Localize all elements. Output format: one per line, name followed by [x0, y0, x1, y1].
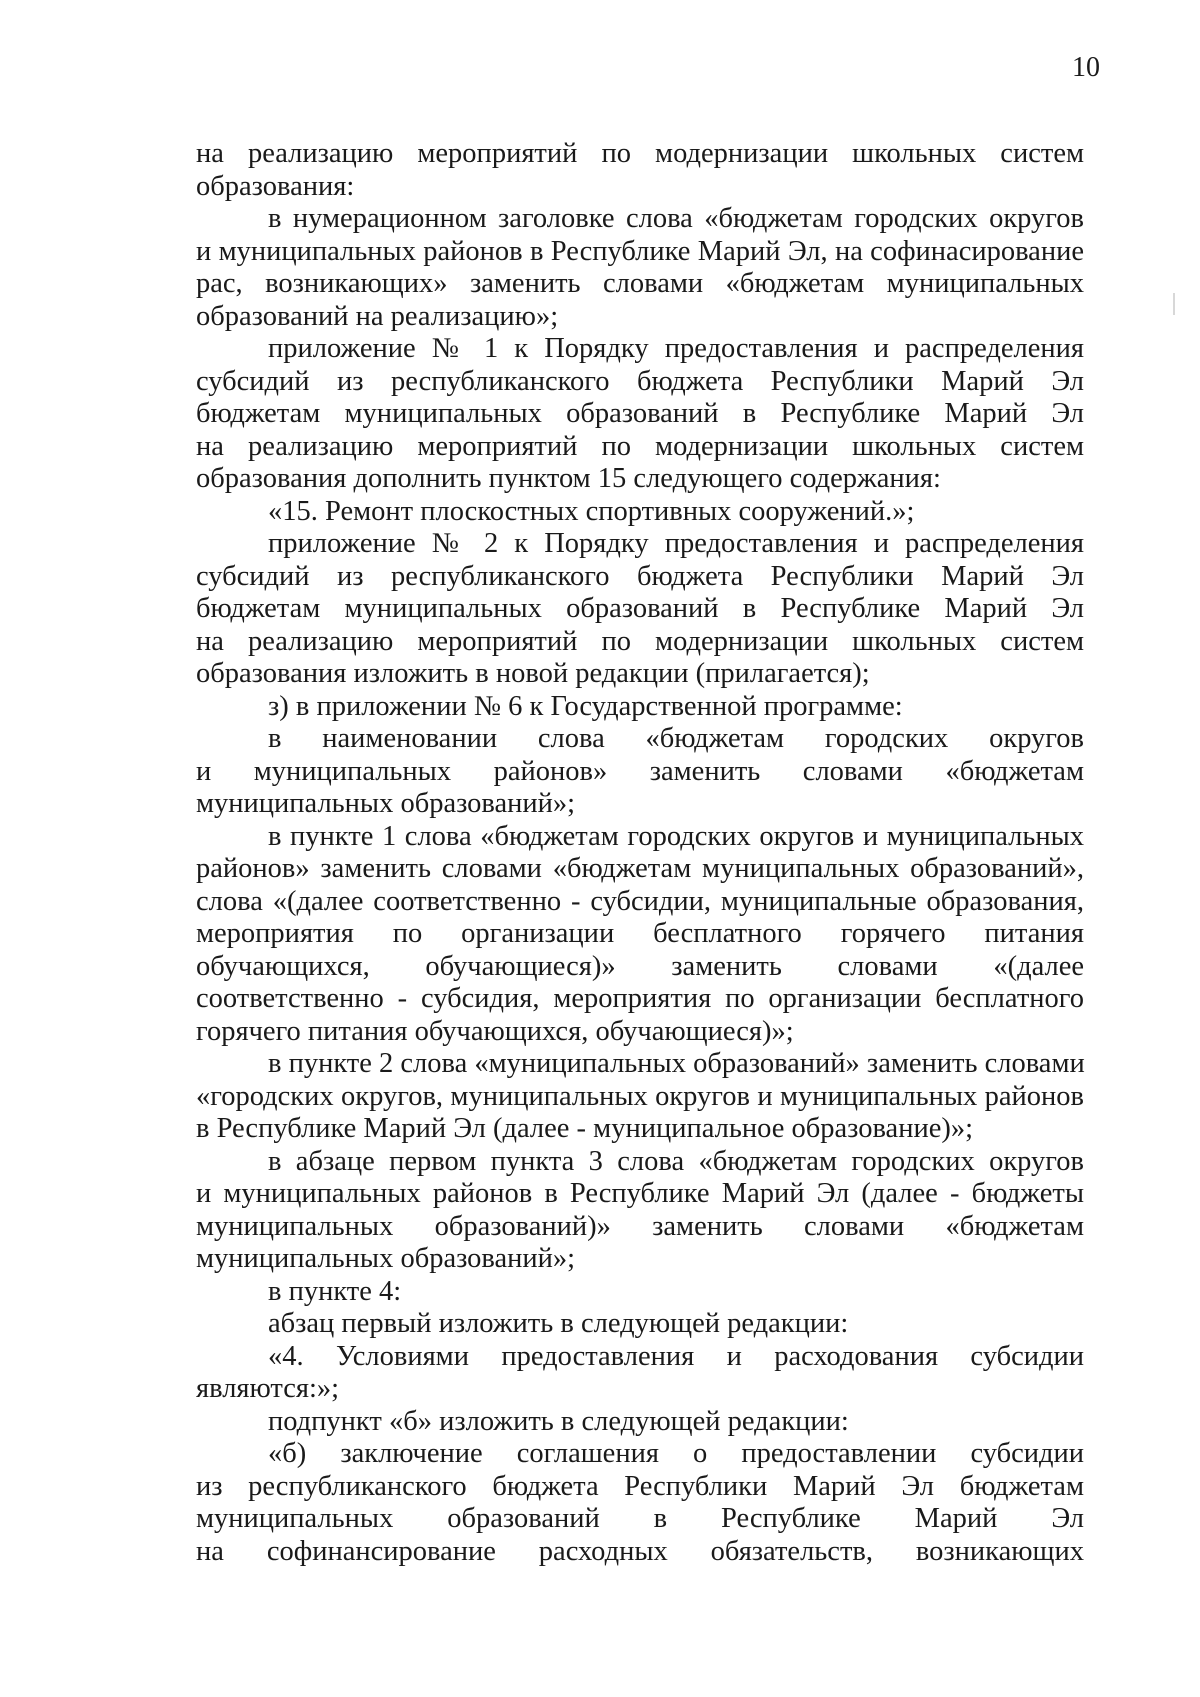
text-line: в пункте 2 слова «муниципальных образований» заменить словами [268, 1048, 1085, 1079]
text-line: бюджетам муниципальных образований в Республике Марий Эл [196, 593, 1084, 624]
text-line: образования: [196, 170, 355, 202]
text-line: «городских округов, муниципальных округов и муниципальных районов [196, 1080, 1084, 1112]
scan-mark [1173, 293, 1175, 315]
text-line: образования дополнить пунктом 15 следующего содержания: [196, 463, 941, 494]
text-line: приложение № 2 к Порядку предоставления и распределения [268, 528, 1084, 559]
text-line: соответственно - субсидия, мероприятия по организации бесплатного [196, 983, 1084, 1014]
text-line: являются:»; [196, 1373, 340, 1404]
text-line: из республиканского бюджета Республики Марий Эл бюджетам [196, 1470, 1084, 1502]
text-line: муниципальных образований)» заменить словами «бюджетам [196, 1210, 1084, 1242]
text-line: на реализацию мероприятий по модернизации школьных систем [196, 430, 1084, 462]
text-line: образования изложить в новой редакции (прилагается); [196, 658, 870, 689]
text-line: мероприятия по организации бесплатного горячего питания [196, 918, 1084, 949]
text-line: «15. Ремонт плоскостных спортивных сооружений.»; [268, 495, 915, 527]
text-line: в нумерационном заголовке слова «бюджетам городских округов [268, 203, 1084, 234]
text-line: и муниципальных районов в Республике Марий Эл (далее - бюджеты [196, 1178, 1084, 1209]
text-line: в наименовании слова «бюджетам городских округов [268, 723, 1084, 754]
text-line: в пункте 1 слова «бюджетам городских округов и муниципальных [268, 820, 1084, 852]
text-line: рас, возникающих» заменить словами «бюджетам муниципальных [196, 268, 1084, 299]
text-line: в Республике Марий Эл (далее - муниципальное образование)»; [196, 1113, 974, 1144]
text-line: слова «(далее соответственно - субсидии, муниципальные образования, [196, 885, 1084, 917]
text-line: муниципальных образований»; [196, 1243, 576, 1274]
text-line: на реализацию мероприятий по модернизации школьных систем [196, 138, 1084, 169]
text-line: «б) заключение соглашения о предоставлении субсидии [268, 1438, 1084, 1469]
text-line: приложение № 1 к Порядку предоставления и распределения [268, 333, 1084, 364]
text-line: и муниципальных районов в Республике Марий Эл, на софинасирование [196, 235, 1084, 267]
text-line: субсидий из республиканского бюджета Республики Марий Эл [196, 560, 1084, 592]
text-line: горячего питания обучающихся, обучающиеся)»; [196, 1015, 794, 1047]
text-line: субсидий из республиканского бюджета Республики Марий Эл [196, 365, 1084, 397]
text-line: муниципальных образований»; [196, 788, 576, 819]
text-line: и муниципальных районов» заменить словами «бюджетам [196, 755, 1084, 787]
text-line: з) в приложении № 6 к Государственной программе: [268, 690, 903, 722]
text-line: бюджетам муниципальных образований в Республике Марий Эл [196, 398, 1084, 429]
text-line: подпункт «б» изложить в следующей редакции: [268, 1405, 849, 1437]
text-line: обучающихся, обучающиеся)» заменить словами «(далее [196, 950, 1084, 982]
text-line: в пункте 4: [268, 1275, 402, 1307]
document-body [196, 138, 1084, 1568]
text-line: районов» заменить словами «бюджетам муниципальных образований», [196, 853, 1084, 884]
page-number: 10 [1072, 52, 1100, 83]
text-line: образований на реализацию»; [196, 300, 559, 332]
text-line: «4. Условиями предоставления и расходования субсидии [268, 1340, 1084, 1372]
text-line: абзац первый изложить в следующей редакции: [268, 1308, 849, 1339]
text-line: в абзаце первом пункта 3 слова «бюджетам городских округов [268, 1145, 1084, 1177]
text-line: на софинансирование расходных обязательств, возникающих [196, 1535, 1084, 1567]
text-line: на реализацию мероприятий по модернизации школьных систем [196, 625, 1084, 657]
text-line: муниципальных образований в Республике Марий Эл [196, 1503, 1084, 1534]
